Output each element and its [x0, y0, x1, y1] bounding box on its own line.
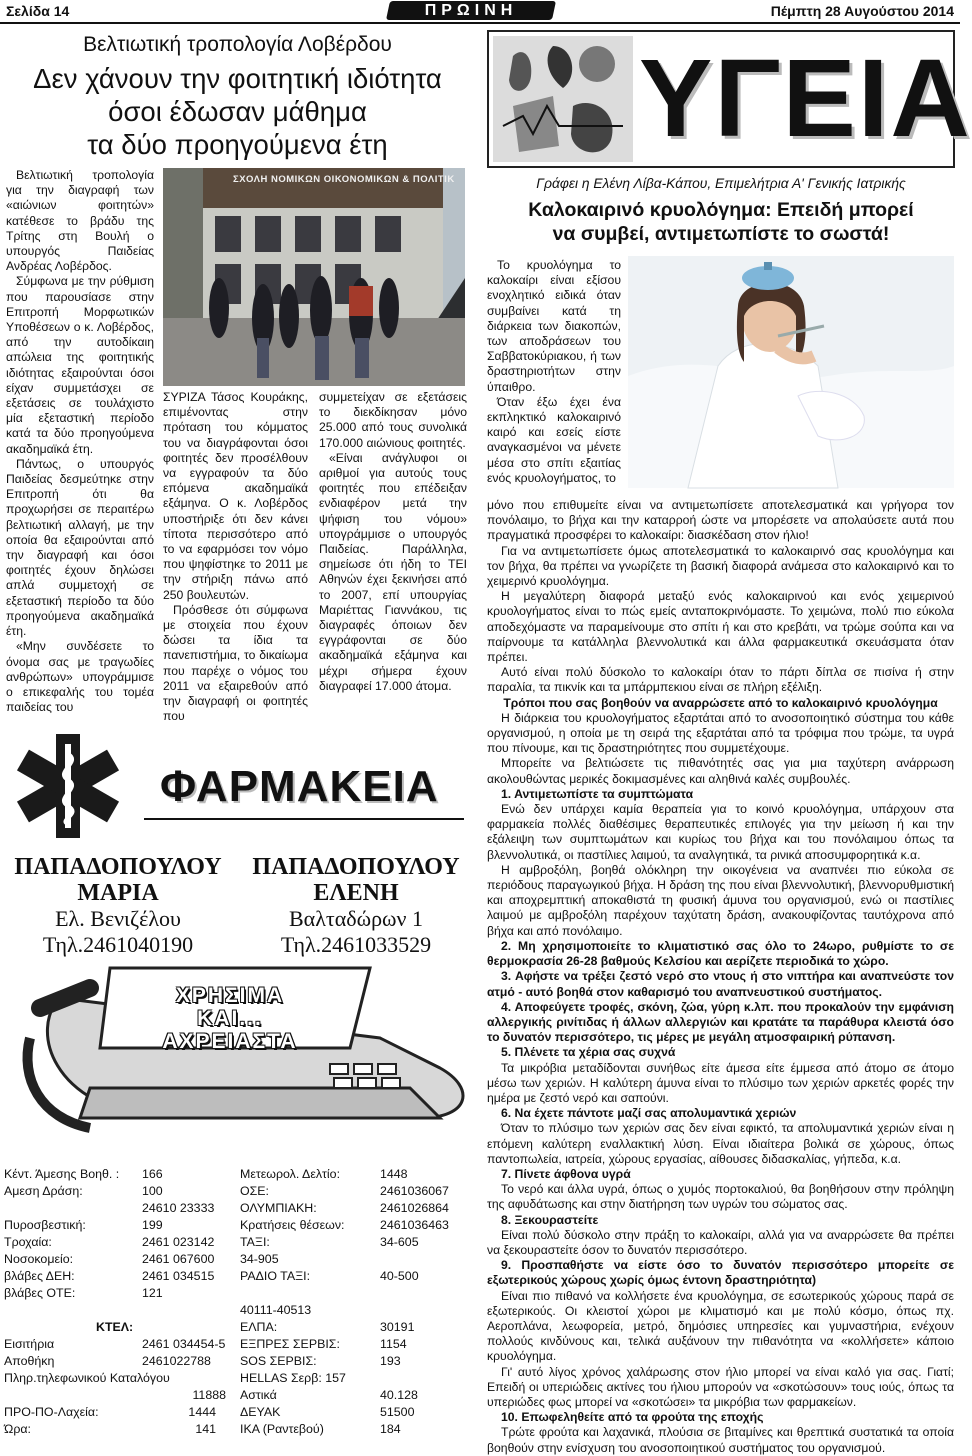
- phone-row: βλάβες ΟΤΕ: 121: [4, 1286, 163, 1300]
- medical-collage-icon: [493, 36, 633, 162]
- pharmacy-left-name: ΜΑΡΙΑ: [77, 880, 159, 906]
- health-paragraph: Η διάρκεια του κρυολογήματος εξαρτάται από το ανοσοποιητικό σύστημα του κάθε οργανισμού, η οποία με τη σειρά της εξαρτάται από τα τρόφιμα που τρώμε, τα υγρά που πίνουμε, και τις δραστηριότητες που συμμετέχουμε.: [487, 710, 954, 756]
- phone-row: SOS ΣΕΡΒΙΣ: 193: [240, 1354, 401, 1368]
- phone-row: ΟΛΥΜΠΙΑΚΗ: 2461026864: [240, 1201, 449, 1215]
- health-paragraph: Είναι πολύ δύσκολο στην πράξη το καλοκαίρι, αλλά για να αναρρώσετε θα πρέπει να ξεκουραστείτε όσον το δυνατόν περισσότερο.: [487, 1227, 954, 1257]
- phone-row: ΡΑΔΙΟ ΤΑΞΙ: 40-500: [240, 1269, 419, 1283]
- pharmacy-right-name: ΕΛΕΝΗ: [313, 880, 399, 906]
- health-byline: Γράφει η Ελένη Λίβα-Κάπου, Επιμελήτρια Α' Γενικής Ιατρικής: [536, 176, 906, 191]
- health-paragraph: Αυτό είναι πολύ δύσκολο το καλοκαίρι όταν το πάρτι δίπλα σε πισίνα ή στην παραλία, τα πικνίκ και τα μπάρμπεκιου είναι σε πλήρη εξέλιξη.: [487, 665, 954, 695]
- phone-row: Νοσοκομείο: 2461 067600: [4, 1252, 215, 1266]
- health-tip-heading: 6. Να έχετε πάντοτε μαζί σας απολυμαντικά χεριών: [501, 1106, 797, 1121]
- pharmacy-right-surname: ΠΑΠΑΔΟΠΟΥΛΟΥ: [252, 854, 460, 880]
- phone-row: Εισιτήρια 2461 034454-5: [4, 1337, 226, 1351]
- article-column-1: Βελτιωτική τροπολογία για την διαγραφή των «αιώνιων φοιτητών» κατέθεσε το βράδυ της Τρίτης στη Βουλή ο υπουργός Παιδείας Ανδρέας Λοβέρδος. Σύμφωνα με την ρύθμιση που παρουσίασε στην Επιτροπή Μορφωτικών Υποθέσεων ο κ. Λοβέρδος, από την αυτοδίκαιη απώλεια της φοιτητικής ιδιότητας εξαιρούνται όσοι είχαν συμμετάσχει σε εξετάσεις σε τουλάχιστο μία εξεταστική περίοδο κατά τα δύο προηγούμενα ακαδημαϊκά έτη. Πάντως, ο υπουργός Παιδείας δεσμεύτηκε στην Επιτροπή ότι θα προχωρήσει σε περαιτέρω βελτιωτική αλλαγή, με την οποία θα εξαιρούνται από την διαγραφή και όσοι φοιτητές έχουν δηλώσει απλά συμμετοχή σε εξεταστική περίοδο τα δύο προηγούμενα ακαδημαϊκά έτη. «Μην συνδέσετε το όνομα σας με τραγωδίες ανθρώπων» υπογράμμισε ο επικεφαλής του τομέα παιδείας του: [6, 168, 154, 715]
- pharmacy-left: [0, 854, 236, 958]
- phone-row: Αμεση Δράση: 100: [4, 1184, 163, 1198]
- health-banner: [487, 30, 972, 168]
- phone-list-right: [240, 1166, 474, 1438]
- pharmacy-left-phone: Τηλ.2461040190: [42, 932, 194, 957]
- phone-row: Μετεωρολ. Δελτίο: 1448: [240, 1167, 408, 1181]
- health-headline: Καλοκαιρινό κρυολόγημα: Επειδή μπορεί να συμβεί, αντιμετωπίστε το σωστά!: [528, 199, 914, 245]
- phone-row: ΕΛΠΑ: 30191: [240, 1320, 415, 1334]
- phone-row: Τροχαία: 2461 023142: [4, 1235, 215, 1249]
- pharmacy-right-phone: Τηλ.2461033529: [280, 932, 432, 957]
- article-column-3: συμμετείχαν σε εξετάσεις το διεκδίκησαν μόνο 25.000 από τους συνολικά 170.000 αιώνιους φοιτητές. «Είναι ανάγλυφοι οι αριθμοί για αυτούς τους φοιτητές που επέδειξαν ενδιαφέρον μετά την ψήφιση του νόμου» υπογράμμισε ο υπουργός Παιδείας. Παράλληλα, σημείωσε ότι ήδη το ΤΕΙ Αθηνών έχει ξεκινήσει από το 2007, επί υπουργίας Μαριέττας Γιαννάκου, τις διαγραφές όποιων δεν εγγράφονται σε δύο ακαδημαϊκά εξάμηνα και μέχρι σήμερα έχουν διαγραφεί 17.000 άτομα.: [319, 390, 467, 693]
- health-tip-heading: 5. Πλένετε τα χέρια σας συχνά: [501, 1045, 676, 1060]
- masthead-logo: ΠΡΩΙΝΗ: [386, 1, 556, 20]
- page-number: Σελίδα 14: [6, 3, 70, 19]
- phone-row: 40111-40513: [240, 1303, 312, 1317]
- phone-row: ΤΑΞΙ: 34-605: [240, 1235, 419, 1249]
- health-tip-heading: 4. Αποφεύγετε τροφές, σκόνη, ζώα, γύρη κ.λπ. που προκαλούν την εμφάνιση αλλεργικής ρινίτιδας ή άλλων αλλεργιών και κρατάτε τα παράθυρα κλειστά όσο το δυνατόν περισσότερο, τις μέρες με μεγάλη ατμοσφαιρική ρύπανση.: [487, 999, 954, 1045]
- students-photo: [163, 168, 465, 386]
- pharmacies-title: ΦΑΡΜΑΚΕΙΑ: [160, 762, 439, 811]
- phone-row: Κρατήσεις θέσεων: 2461036463: [240, 1218, 449, 1232]
- phone-row: Κέντ. Άμεσης Βοηθ. : 166: [4, 1167, 163, 1181]
- health-tip-heading: 10. Επωφεληθείτε από τα φρούτα της εποχής: [501, 1410, 764, 1425]
- sick-woman-photo: [628, 256, 954, 488]
- phone-row: βλάβες ΔΕΗ: 2461 034515: [4, 1269, 215, 1283]
- health-section-title: ΥΓΕΙΑ: [639, 37, 972, 160]
- phone-row: [4, 1302, 234, 1319]
- health-tip-heading: 3. Αφήστε να τρέξει ζεστό νερό στο ντους ή στο νιπτήρα και αναπνεύστε τον ατμό - αυτό βοηθά στον καθαρισμό του αναπνευστικού συστήματος.: [487, 969, 954, 999]
- phone-row: ΙΚΑ (Ραντεβού) 184: [240, 1422, 401, 1436]
- pharmacy-right-address: Βαλταδώρων 1: [289, 906, 423, 931]
- phone-row-heading: ΚΤΕΛ:: [96, 1320, 134, 1334]
- health-paragraph: Όταν το πλύσιμο των χεριών σας δεν είναι εφικτό, τα απολυμαντικά χεριών είναι η επόμενη καλύτερη εναλλακτική λύση. Είναι ιδιαίτερα βολικά σε χώρους, όπως παντοπωλεία, ιατρεία, χώρους εργασίας, αίθουσες διδασκαλίας, γήπεδα, κ.α.: [487, 1121, 954, 1166]
- article-header: [0, 32, 475, 161]
- pharmacy-left-surname: ΠΑΠΑΔΟΠΟΥΛΟΥ: [14, 854, 222, 880]
- photo-building-sign: ΣΧΟΛΗ ΝΟΜΙΚΩΝ ΟΙΚΟΝΟΜΙΚΩΝ & ΠΟΛΙΤΙΚ: [233, 174, 455, 185]
- article-column-2: ΣΥΡΙΖΑ Τάσος Κουράκης, επιμένοντας στην πρόταση του κόμματος του να διαγράφονται όσοι φοιτητές δεν προσέλθουν να εγγραφούν τα δύο επόμενα ακαδημαϊκά εξάμηνα. Ο κ. Λοβέρδος υποστήριξε ότι δεν κάνει τίποτα περισσότερο από το να εφαρμόσει τον νόμο που ψηφίστηκε το 2011 με την στήριξη πάνω από 250 βουλευτών. Πρόσθεσε ότι σύμφωνα με στοιχεία που έχουν δώσει τα ίδια τα πανεπιστήμια, το δικαίωμα που παρέχε ο νόμος του 2011 να εξαιρεθούν από την διαγραφή οι φοιτητές που: [163, 390, 308, 724]
- health-tip-heading: 1. Αντιμετωπίστε τα συμπτώματα: [501, 786, 694, 801]
- health-body: [487, 498, 954, 1455]
- health-paragraph: Τα μικρόβια μεταδίδονται συνήθως είτε άμεσα είτε έμμεσα από άτομο σε άτομο μέσω των χεριών. Η καλύτερη άμυνα είναι το πλύσιμο των χεριών αρκετές φορές την ημέρα με ζεστό νερό και σαπούνι.: [487, 1060, 954, 1105]
- health-subheading: Τρόποι που σας βοηθούν να αναρρώσετε από το καλοκαιρινό κρυολόγημα: [503, 695, 938, 710]
- issue-date: Πέμπτη 28 Αυγούστου 2014: [770, 3, 954, 19]
- phone-row: 11888: [192, 1388, 226, 1402]
- phone-row: [240, 1285, 474, 1302]
- health-paragraph: Τρώτε φρούτα και λαχανικά, πλούσια σε βιταμίνες και θρεπτικά συστατικά τα οποία βοηθούν στην ενίσχυση του ανοσοποιητικού συστήματος του οργανισμού.: [487, 1425, 954, 1455]
- phone-row: Αστικά 40.128: [240, 1388, 418, 1402]
- health-paragraph: μόνο που επιθυμείτε είναι να αντιμετωπίσετε αποτελεσματικά και γρήγορα τον πονόλαιμο, το βήχα και την καταρροή ώστε να μπορέσετε να απολαύσετε αυτά που πραγματικά προσφέρει το καλοκαίρι: διασκέδαση στον ήλιο!: [487, 498, 954, 543]
- health-paragraph: Η μεγαλύτερη διαφορά μεταξύ ενός καλοκαιρινού και ενός χειμερινού κρυολογήματος είναι το πώς εμείς ανταποκρινόμαστε. Το χειμώνα, πολύ πιο εύκολα αποδεχόμαστε να παραμείνουμε στο σπίτι ή και στο κρεβάτι, να τρώμε σούπα και να παίρνουμε τα κατάλληλα βλεννολυτικά και άλλα φαρμακευτικά σκευάσματα όταν πρέπει.: [487, 589, 954, 665]
- phone-row: Ώρα: 141: [4, 1422, 216, 1436]
- article-headline-line2: όσοι έδωσαν μάθημα: [108, 96, 367, 127]
- phone-row: ΟΣΕ: 2461036067: [240, 1184, 449, 1198]
- page-header: [0, 0, 960, 22]
- useful-numbers-title: ΧΡΗΣΙΜΑ ΚΑΙ... ΑΧΡΕΙΑΣΤΑ: [162, 984, 298, 1053]
- article-headline-line3: τα δύο προηγούμενα έτη: [87, 129, 388, 160]
- health-paragraph: Μπορείτε να βελτιώσετε τις πιθανότητές σας για μια ταχύτερη ανάρρωση ακολουθώντας μερικές δοκιμασμένες και αληθινά καλές συμβουλές.: [487, 756, 954, 786]
- phone-row: Πυροσβεστική: 199: [4, 1218, 163, 1232]
- star-of-life-icon: [4, 726, 132, 844]
- health-intro-column: Το κρυολόγημα το καλοκαίρι είναι εξίσου ενοχλητικό ειδικά όταν συμβαίνει κατά τη διάρκεια των διακοπών, των αποδράσεων του Σαββατοκύριακου, ή των δραστηριοτήτων στην ύπαιθρο. Όταν έξω έχει ένα εκπληκτικό καλοκαιρινό καιρό και εσείς είστε αναγκασμένοι να μένετε μέσα στο σπίτι εξαιτίας ενός κρυολογήματος, το: [487, 258, 621, 485]
- article-headline-line1: Δεν χάνουν την φοιτητική ιδιότητα: [33, 63, 442, 94]
- phone-row: 24610 23333: [142, 1201, 215, 1215]
- useful-numbers-graphic: [0, 968, 476, 1158]
- health-tip-heading: 7. Πίνετε άφθονα υγρά: [501, 1166, 631, 1181]
- health-tip-heading: 2. Μη χρησιμοποιείτε το κλιματιστικό σας όλο το 24ωρο, ρυθμίστε το σε θερμοκρασία 26-28 βαθμούς Κελσίου και αερίζετε περιοδικά το χώρο.: [487, 938, 954, 969]
- phone-row: Πληρ.τηλεφωνικού Καταλόγου: [4, 1371, 170, 1385]
- phone-row: Αποθήκη 2461022788: [4, 1354, 211, 1368]
- health-paragraph: Ενώ δεν υπάρχει καμία θεραπεία για το κοινό κρυολόγημα, υπάρχουν στα φαρμακεία πολλές διαθέσιμες θεραπευτικές επιλογές για την μείωση ή και την εξάλειψη των συμπτωμάτων και κυρίως του βήχα και του πονόλαιμου όπως τα βλεννολυτικά, οι παστίλιες λαιμού, τα αναλγητικά, τα ρινικά αποσυμφορητικά κ.α.: [487, 802, 954, 862]
- phone-directory: [4, 1166, 474, 1438]
- health-paragraph: Γι' αυτό λίγος χρόνος χαλάρωσης στον ήλιο μπορεί να είναι καλό για σας. Γιατί; Επειδή οι υπεριώδεις ακτίνες του ήλιου μπορούν να «σκοτώσουν» τους ιούς, όπως τα υπεριώδες φως μπορεί να «σκοτώσει» τα μικρόβια των φαρμακείων.: [487, 1364, 954, 1409]
- health-tip-heading: 9. Προσπαθήστε να είστε όσο το δυνατόν περισσότερο μπορείτε σε εξωτερικούς χώρους χωρίς όμως έντονη δραστηριότητα): [487, 1258, 954, 1288]
- article-kicker: Βελτιωτική τροπολογία Λοβέρδου: [83, 33, 392, 56]
- pharmacies-rule: [144, 818, 464, 820]
- phone-row: ΠΡΟ-ΠΟ-Λαχεία: 1444: [4, 1405, 216, 1419]
- phone-list-left: [4, 1166, 234, 1438]
- health-paragraph: Η αμβροξόλη, βοηθά ολόκληρη την οικογένεια να αναπνέει πιο εύκολα σε περιόδους παραγωγικού βήχα. Η δράση της που είναι βλεννολυτική, βλεννορυθμιστική και αποχρεμπτική αποκαθιστά τη φυσική άμυνα του οργανισμού, ενώ οι παστίλιες λαιμού με αμβροξόλη παρέχουν ταχύτατη δράση, ανακουφίζοντας ταυτόχρονα από βήχα και από πονόλαιμο.: [487, 862, 954, 938]
- health-paragraph: Για να αντιμετωπίσετε όμως αποτελεσματικά το καλοκαιρινό σας κρυολόγημα και τον βήχα, θα πρέπει να γνωρίζετε τη βασική διαφορά ανάμεσα στο καλοκαιρινό και το χειμερινό κρυολόγημα.: [487, 543, 954, 589]
- phone-row: HELLAS Σερβ: 157: [240, 1371, 346, 1385]
- pharmacy-left-address: Ελ. Βενιζέλου: [55, 906, 181, 931]
- health-paragraph: Το νερό και άλλα υγρά, όπως ο χυμός πορτοκαλιού, θα βοηθήσουν στην πρόληψη της αφυδάτωσης και στην διατήρηση των υγρών του σώματος σας.: [487, 1182, 954, 1212]
- phone-row: ΔΕΥΑΚ 51500: [240, 1405, 415, 1419]
- pharmacies-box: [0, 726, 476, 958]
- header-rule: [0, 22, 960, 24]
- health-tip-heading: 8. Ξεκουραστείτε: [501, 1212, 599, 1227]
- health-paragraph: Είναι πιο πιθανό να κολλήσετε ένα κρυολόγημα, σε εσωτερικούς χώρους παρά σε εξωτερικούς. Οι κλειστοί χώροι με κλιματισμό και με πολύ κόσμο, όπως πχ. Αεροπλάνα, λεωφορεία, μετρό, δημόσιες υπηρεσίες και γυμναστήρια, ενέχουν πολλούς κινδύνους και, τελικά αυξάνουν την πιθανότητα να «κολλήσετε» κάποιο κρυολόγημα.: [487, 1288, 954, 1364]
- phone-row: 34-905: [240, 1252, 279, 1266]
- phone-row: ΕΞΠΡΕΣ ΣΕΡΒΙΣ: 1154: [240, 1337, 407, 1351]
- pharmacy-right: [236, 854, 476, 958]
